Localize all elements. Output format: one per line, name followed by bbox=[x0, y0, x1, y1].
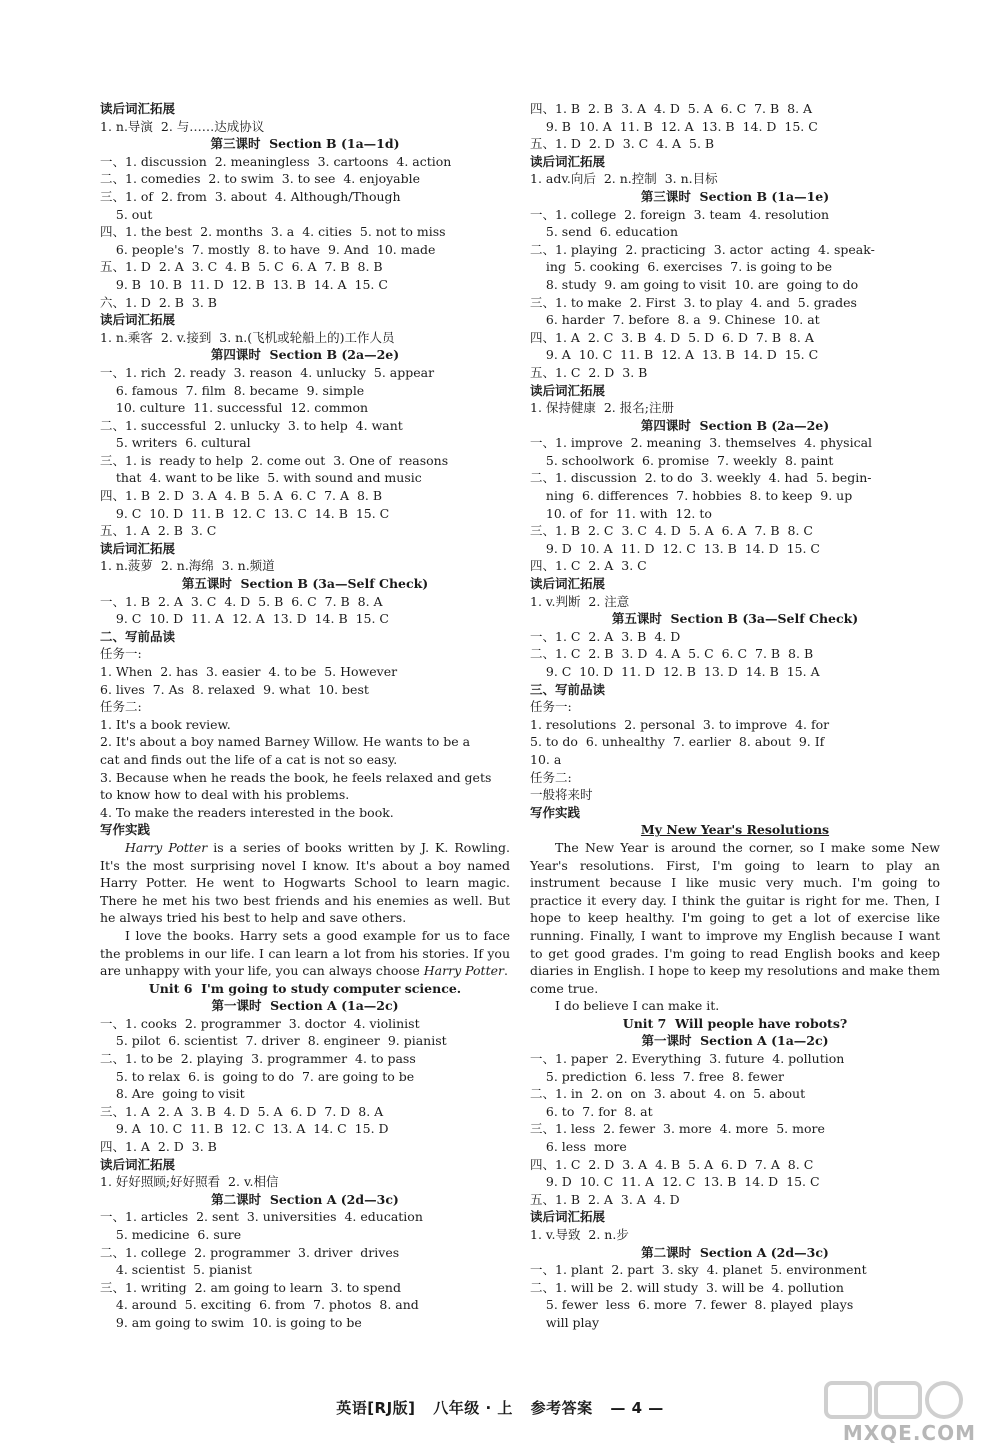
right-line: 6. harder 7. before 8. a 9. Chinese 10. at bbox=[530, 312, 820, 328]
right-line: 四、1. B 2. B 3. A 4. D 5. A 6. C 7. B 8. A bbox=[530, 101, 813, 116]
left-line: 读后词汇拓展 bbox=[100, 101, 176, 116]
left-line: 第三课时 Section B (1a—1d) bbox=[210, 136, 400, 152]
left-line: 二、1. comedies 2. to swim 3. to see 4. enjoyable bbox=[100, 171, 421, 187]
left-line: 三、1. writing 2. am going to learn 3. to spend bbox=[100, 1279, 401, 1295]
left-line: 一、1. B 2. A 3. C 4. D 5. B 6. C 7. B 8. A bbox=[100, 593, 383, 609]
right-line: 6. to 7. for 8. at bbox=[530, 1103, 653, 1119]
left-line: 一、1. rich 2. ready 3. reason 4. unlucky 5. appear bbox=[100, 364, 435, 380]
right-line: 读后词汇拓展 bbox=[530, 382, 606, 398]
right-line: 二、1. will be 2. will study 3. will be 4. pollution bbox=[530, 1279, 844, 1295]
essay-text: I love the books. Harry sets a good example for us to face the problems in our life. I can learn a lot from his stories. If you are unhappy with your life, you can always choose bbox=[100, 927, 510, 979]
watermark-text: MXQE.COM bbox=[842, 1421, 976, 1445]
right-line: 第二课时 Section A (2d—3c) bbox=[641, 1244, 829, 1260]
left-line: 二、1. college 2. programmer 3. driver drives bbox=[100, 1244, 400, 1260]
right-line: 四、1. A 2. C 3. B 4. D 5. D 6. D 7. B 8. A bbox=[530, 329, 814, 345]
left-line: 四、1. B 2. D 3. A 4. B 5. A 6. C 7. A 8. B bbox=[100, 488, 383, 504]
left-essay-paragraph bbox=[100, 839, 510, 927]
left-line: 1. When 2. has 3. easier 4. to be 5. However bbox=[100, 664, 398, 679]
left-line: 任务二: bbox=[100, 699, 142, 715]
left-line: 五、1. A 2. B 3. C bbox=[100, 523, 217, 539]
right-line: 五、1. B 2. A 3. A 4. D bbox=[530, 1191, 680, 1207]
left-line: 第一课时 Section A (1a—2c) bbox=[211, 998, 399, 1014]
right-line: 5. send 6. education bbox=[530, 224, 679, 240]
right-line: 第三课时 Section B (1a—1e) bbox=[640, 188, 830, 204]
left-line: 8. Are going to visit bbox=[100, 1086, 245, 1102]
left-line: 第二课时 Section A (2d—3c) bbox=[211, 1191, 399, 1207]
right-line: 一、1. plant 2. part 3. sky 4. planet 5. environment bbox=[530, 1262, 867, 1278]
right-line: 一、1. paper 2. Everything 3. future 4. pollution bbox=[530, 1051, 845, 1067]
right-essay-paragraph bbox=[530, 997, 940, 1015]
essay-text: I do believe I can make it. bbox=[555, 998, 720, 1014]
left-line: 读后词汇拓展 bbox=[100, 1156, 176, 1172]
right-line: 任务二: bbox=[530, 769, 572, 785]
right-line: 第一课时 Section A (1a—2c) bbox=[641, 1033, 829, 1049]
footer-page-number: — 4 — bbox=[610, 1399, 664, 1417]
right-line: 5. schoolwork 6. promise 7. weekly 8. paint bbox=[530, 452, 834, 468]
right-line: ning 6. differences 7. hobbies 8. to keep 9. up bbox=[530, 488, 853, 504]
left-line: 5. pilot 6. scientist 7. driver 8. engineer 9. pianist bbox=[100, 1033, 447, 1049]
right-line: 第四课时 Section B (2a—2e) bbox=[640, 417, 830, 433]
left-line: 9. am going to swim 10. is going to be bbox=[100, 1314, 362, 1330]
right-line: 10. of for 11. with 12. to bbox=[530, 505, 712, 521]
left-line: 第五课时 Section B (3a—Self Check) bbox=[181, 576, 429, 592]
left-line: 6. people's 7. mostly 8. to have 9. And 10. made bbox=[100, 241, 436, 257]
left-line: cat and finds out the life of a cat is not so easy. bbox=[100, 751, 398, 767]
right-line: 四、1. C 2. D 3. A 4. B 5. A 6. D 7. A 8. C bbox=[530, 1156, 814, 1172]
left-line: that 4. want to be like 5. with sound and music bbox=[100, 470, 422, 486]
right-line: 6. less more bbox=[530, 1139, 627, 1155]
right-line: 读后词汇拓展 bbox=[530, 576, 606, 592]
left-line: 一、1. articles 2. sent 3. universities 4. education bbox=[100, 1209, 423, 1225]
right-line: 一、1. college 2. foreign 3. team 4. resolution bbox=[530, 206, 830, 222]
right-line: 三、1. to make 2. First 3. to play 4. and 5. grades bbox=[530, 294, 857, 310]
left-line: 读后词汇拓展 bbox=[100, 312, 176, 328]
left-line: 2. It's about a boy named Barney Willow. He wants to be a bbox=[100, 734, 471, 750]
left-line: 1. n.导演 2. 与……达成协议 bbox=[100, 118, 265, 134]
right-line: 5. to do 6. unhealthy 7. earlier 8. about 9. If bbox=[530, 734, 825, 750]
right-line: 9. D 10. A 11. D 12. C 13. B 14. D 15. C bbox=[530, 540, 820, 556]
right-line: 读后词汇拓展 bbox=[530, 153, 606, 169]
left-line: 写作实践 bbox=[100, 822, 151, 838]
left-line: 四、1. the best 2. months 3. a 4. cities 5. not to miss bbox=[100, 224, 446, 240]
left-column bbox=[100, 100, 510, 1332]
left-line: 1. 好好照顾;好好照看 2. v.相信 bbox=[100, 1174, 279, 1190]
left-line: 9. A 10. C 11. B 12. C 13. A 14. C 15. D bbox=[100, 1121, 389, 1137]
left-line: 二、1. successful 2. unlucky 3. to help 4. want bbox=[100, 417, 403, 433]
left-line: 4. To make the readers interested in the book. bbox=[100, 804, 394, 820]
right-line: ing 5. cooking 6. exercises 7. is going to be bbox=[530, 259, 833, 275]
right-line: 三、1. less 2. fewer 3. more 4. more 5. more bbox=[530, 1121, 825, 1137]
right-line: 二、1. in 2. on on 3. about 4. on 5. about bbox=[530, 1086, 806, 1102]
right-line: 二、1. playing 2. practicing 3. actor acting 4. speak- bbox=[530, 241, 875, 257]
right-line: 四、1. C 2. A 3. C bbox=[530, 558, 647, 574]
right-line: 五、1. C 2. D 3. B bbox=[530, 364, 648, 380]
left-line: Unit 6 I'm going to study computer science. bbox=[148, 980, 462, 996]
essay-text: . bbox=[503, 963, 508, 979]
right-essay-paragraph bbox=[530, 839, 940, 997]
right-line: 五、1. D 2. D 3. C 4. A 5. B bbox=[530, 136, 715, 152]
left-line: 一、1. cooks 2. programmer 3. doctor 4. violinist bbox=[100, 1015, 420, 1031]
right-line: 8. study 9. am going to visit 10. are going to do bbox=[530, 276, 859, 292]
right-line: Unit 7 Will people have robots? bbox=[622, 1015, 848, 1031]
left-line: 9. C 10. D 11. A 12. A 13. D 14. B 15. C bbox=[100, 611, 390, 627]
left-line: 五、1. D 2. A 3. C 4. B 5. C 6. A 7. B 8. B bbox=[100, 259, 383, 275]
right-line: 9. B 10. A 11. B 12. A 13. B 14. D 15. C bbox=[530, 118, 818, 134]
left-line: 5. to relax 6. is going to do 7. are going to be bbox=[100, 1068, 415, 1084]
left-line: 三、1. A 2. A 3. B 4. D 5. A 6. D 7. D 8. A bbox=[100, 1103, 384, 1119]
right-column bbox=[530, 100, 940, 1332]
right-line: 三、1. B 2. C 3. C 4. D 5. A 6. A 7. B 8. C bbox=[530, 523, 813, 539]
left-line: 5. medicine 6. sure bbox=[100, 1227, 242, 1242]
right-line: 一、1. C 2. A 3. B 4. D bbox=[530, 628, 681, 644]
left-line: 三、1. is ready to help 2. come out 3. One of reasons bbox=[100, 452, 449, 468]
right-line: 任务一: bbox=[530, 699, 572, 715]
left-line: 读后词汇拓展 bbox=[100, 540, 176, 556]
right-line: My New Year's Resolutions bbox=[640, 822, 830, 838]
left-line: to know how to deal with his problems. bbox=[100, 787, 350, 803]
right-line: 三、写前品读 bbox=[530, 681, 606, 697]
left-line: 9. B 10. B 11. D 12. B 13. B 14. A 15. C bbox=[100, 276, 388, 292]
left-line: 三、1. of 2. from 3. about 4. Although/Though bbox=[100, 188, 401, 204]
footer-grade: 八年级 · 上 bbox=[433, 1399, 513, 1417]
left-line: 5. out bbox=[100, 206, 153, 222]
left-line: 一、1. discussion 2. meaningless 3. cartoons 4. action bbox=[100, 153, 452, 169]
left-line: 5. writers 6. cultural bbox=[100, 435, 251, 451]
left-essay-paragraph bbox=[100, 927, 510, 980]
right-line: 1. adv.向后 2. n.控制 3. n.目标 bbox=[530, 171, 718, 187]
left-line: 第四课时 Section B (2a—2e) bbox=[210, 347, 400, 363]
footer-subject: 英语[RJ版] bbox=[336, 1399, 416, 1417]
right-line: 读后词汇拓展 bbox=[530, 1209, 606, 1225]
left-line: 1. n.乘客 2. v.接到 3. n.(飞机或轮船上的)工作人员 bbox=[100, 329, 395, 345]
right-line: will play bbox=[530, 1314, 600, 1330]
right-line: 二、1. C 2. B 3. D 4. A 5. C 6. C 7. B 8. B bbox=[530, 646, 814, 662]
book-title: Harry Potter bbox=[423, 963, 504, 979]
book-title: Harry Potter bbox=[125, 839, 208, 855]
right-line: 9. C 10. D 11. D 12. B 13. D 14. B 15. A bbox=[530, 664, 820, 679]
left-line: 6. famous 7. film 8. became 9. simple bbox=[100, 382, 365, 398]
right-line: 5. fewer less 6. more 7. fewer 8. played plays bbox=[530, 1297, 854, 1313]
essay-text: The New Year is around the corner, so I make some New Year's resolutions. First, I'm going to learn to play an instrument because I like music very much. I'm going to practice it every day. I think the guitar is right for me. Then, I hope to keep healthy. I'm going to get a lot of exercise like running. Finally, I want to improve my English because I want to get good grades. I'm going to read English books and keep diaries in English. I hope to keep my resolutions and make them come true. bbox=[530, 839, 940, 996]
left-line: 6. lives 7. As 8. relaxed 9. what 10. best bbox=[100, 681, 369, 697]
right-line: 9. D 10. C 11. A 12. C 13. B 14. D 15. C bbox=[530, 1174, 820, 1190]
right-line: 9. A 10. C 11. B 12. A 13. B 14. D 15. C bbox=[530, 347, 819, 363]
right-line: 1. v.判断 2. 注意 bbox=[530, 593, 630, 609]
right-line: 1. 保持健康 2. 报名;注册 bbox=[530, 400, 674, 416]
left-line: 10. culture 11. successful 12. common bbox=[100, 400, 369, 416]
left-line: 4. scientist 5. pianist bbox=[100, 1262, 252, 1278]
right-line: 二、1. discussion 2. to do 3. weekly 4. had 5. begin- bbox=[530, 470, 872, 486]
right-line: 10. a bbox=[530, 751, 562, 767]
footer-label: 参考答案 bbox=[530, 1399, 593, 1417]
left-line: 9. C 10. D 11. B 12. C 13. C 14. B 15. C bbox=[100, 505, 390, 521]
essay-text: is a series of books written by J. K. Rowling. It's the most surprising novel I know. It's about a boy named Harry Potter. He went to Hogwarts School to learn magic. There he met his two best friends and his enemies as well. But he always tried his best to help and save others. bbox=[100, 839, 510, 926]
left-line: 1. n.菠萝 2. n.海绵 3. n.频道 bbox=[100, 558, 275, 574]
right-line: 一般将来时 bbox=[530, 787, 593, 803]
left-line: 3. Because when he reads the book, he feels relaxed and gets bbox=[100, 769, 492, 785]
left-line: 二、1. to be 2. playing 3. programmer 4. to pass bbox=[100, 1051, 416, 1067]
left-line: 四、1. A 2. D 3. B bbox=[100, 1139, 217, 1155]
left-line: 1. It's a book review. bbox=[100, 716, 231, 732]
left-line: 六、1. D 2. B 3. B bbox=[100, 294, 217, 310]
right-line: 写作实践 bbox=[530, 804, 581, 820]
left-line: 4. around 5. exciting 6. from 7. photos 8. and bbox=[100, 1297, 419, 1313]
left-line: 任务一: bbox=[100, 646, 142, 662]
right-line: 1. resolutions 2. personal 3. to improve 4. for bbox=[530, 716, 830, 732]
right-line: 1. v.导致 2. n.步 bbox=[530, 1227, 629, 1242]
right-line: 5. prediction 6. less 7. free 8. fewer bbox=[530, 1068, 785, 1084]
right-line: 第五课时 Section B (3a—Self Check) bbox=[611, 611, 859, 627]
left-line: 二、写前品读 bbox=[100, 628, 176, 644]
right-line: 一、1. improve 2. meaning 3. themselves 4. physical bbox=[530, 435, 873, 451]
